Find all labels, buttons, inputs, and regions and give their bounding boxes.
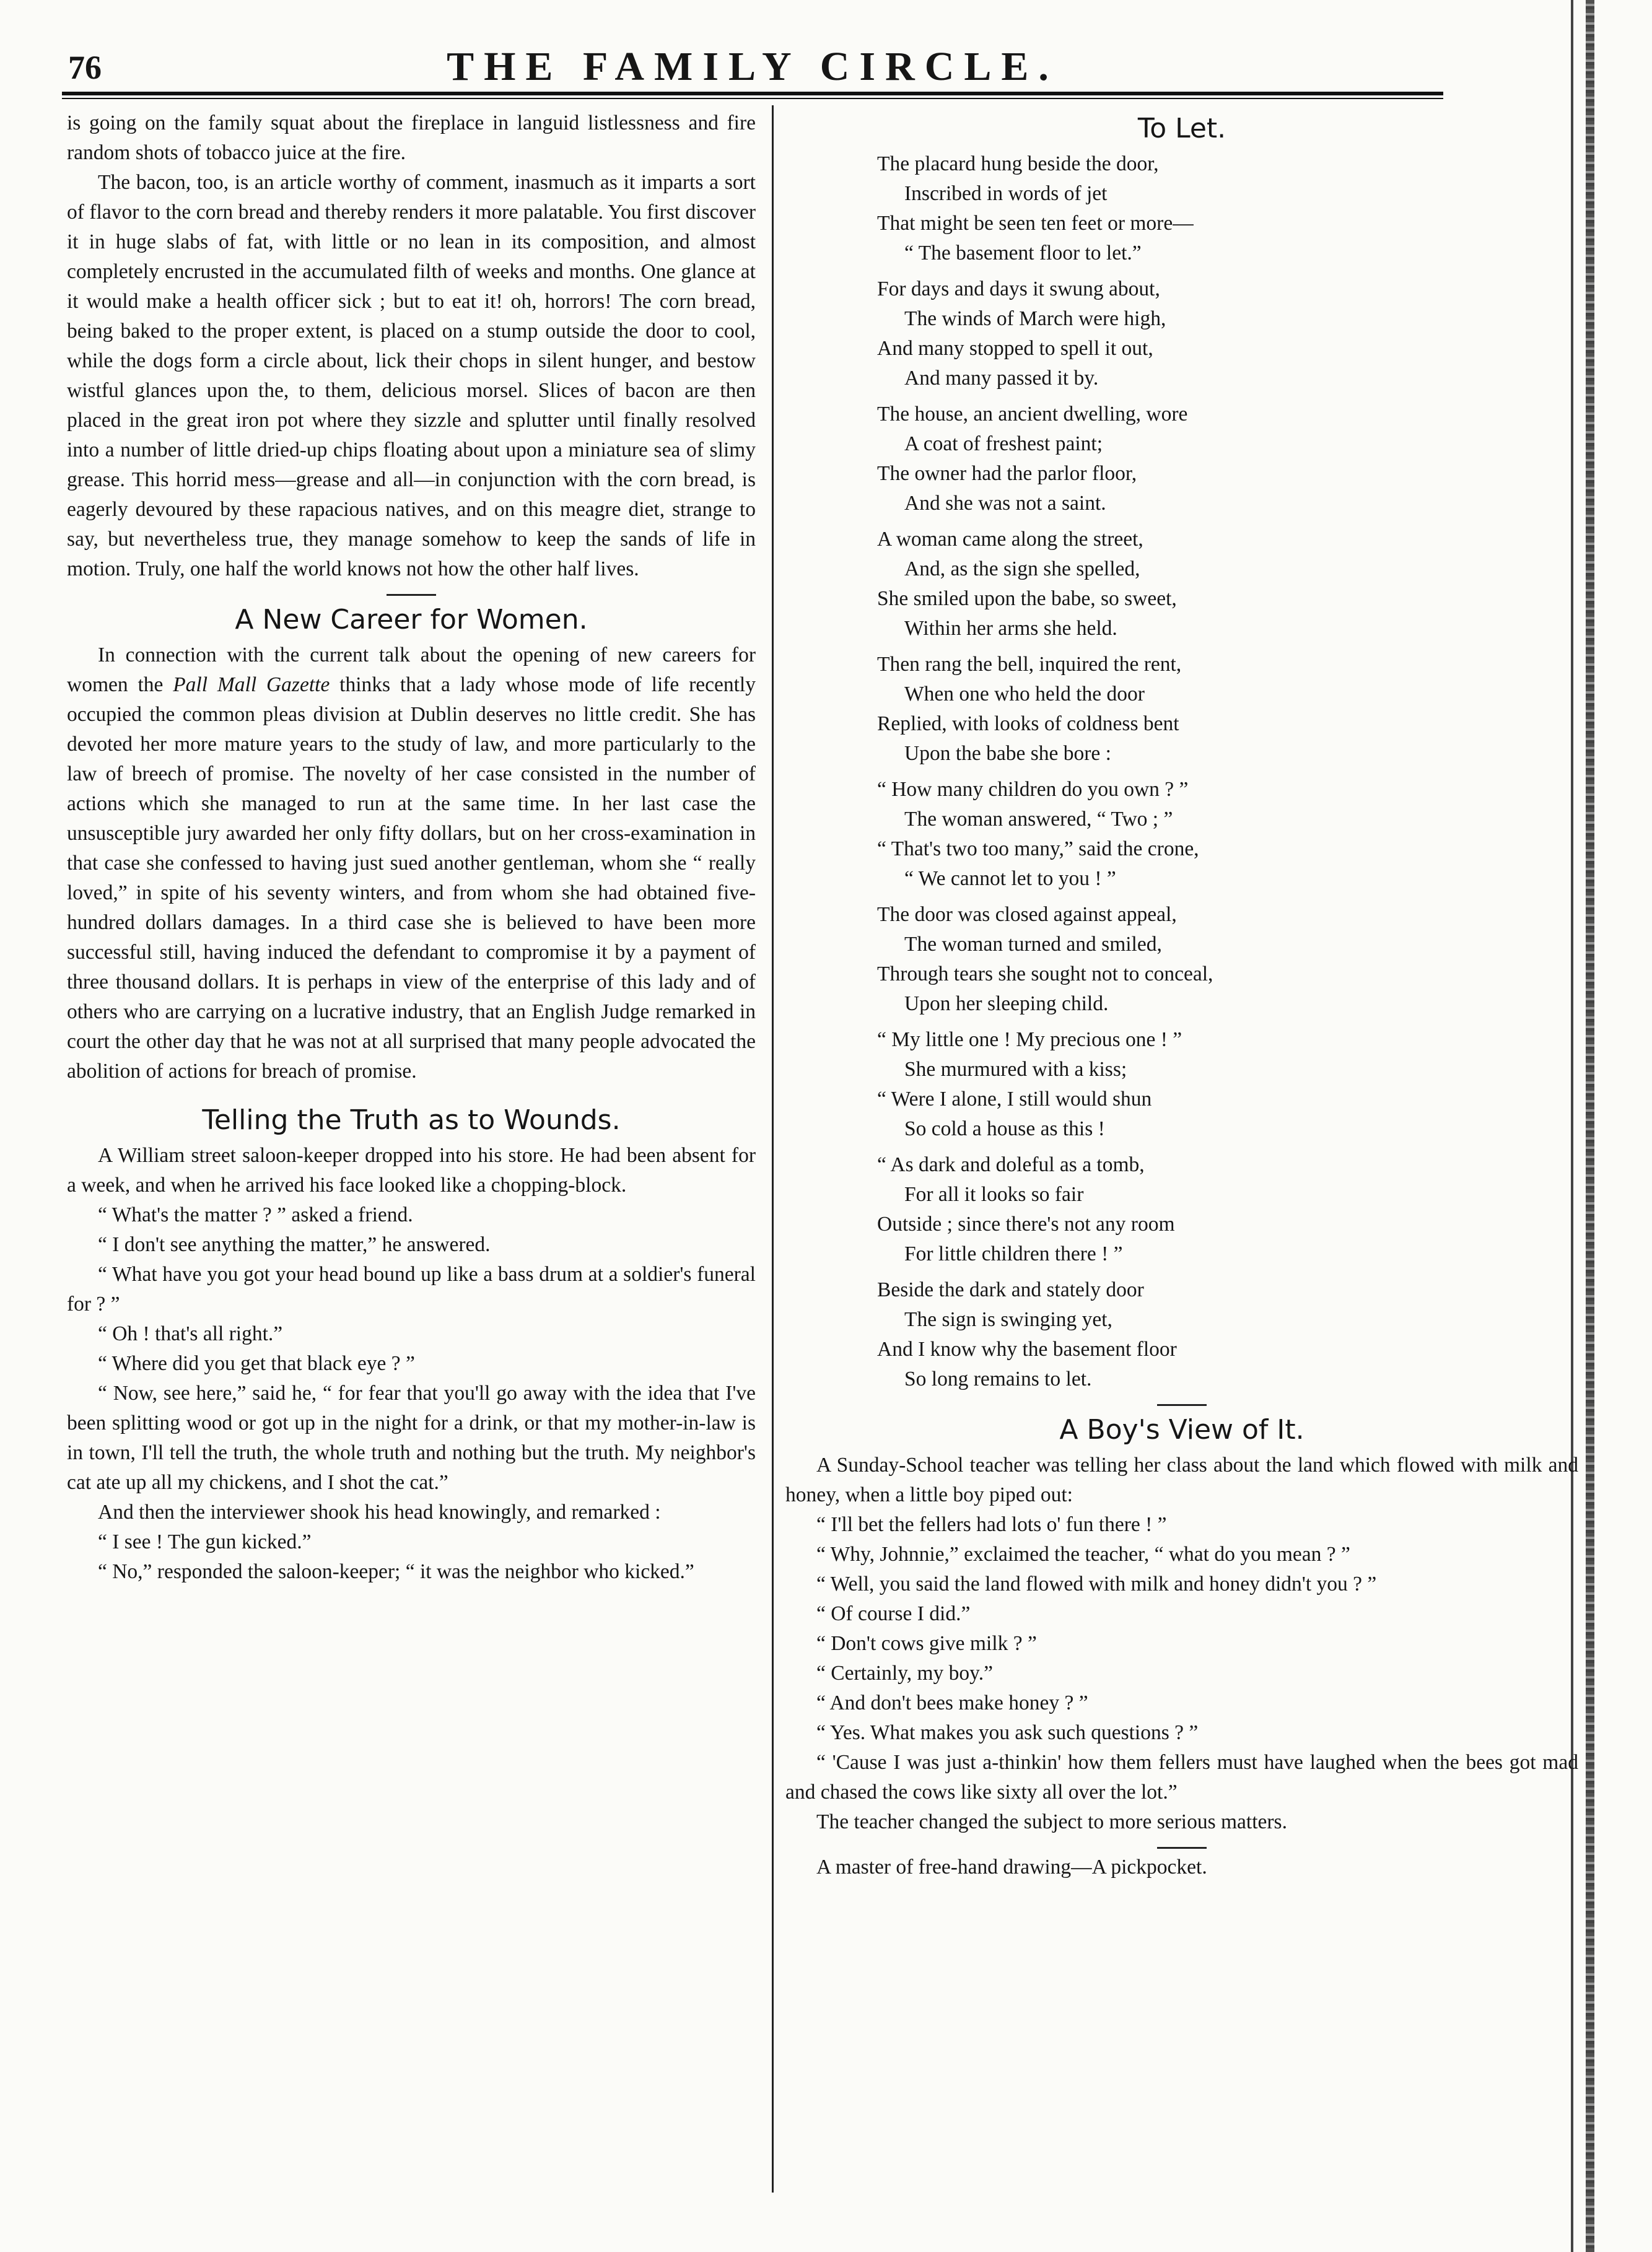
wounds-paragraph: A William street saloon-keeper dropped into his store. He had been absent for a week, and when he arrived his face looked like a chopping-block.: [67, 1144, 756, 1197]
poem-stanza: [877, 1025, 1578, 1144]
poem-line: For days and days it swung about,: [877, 277, 1160, 300]
poem-line: Then rang the bell, inquired the rent,: [877, 653, 1182, 676]
poem-line: The woman turned and smiled,: [904, 933, 1162, 956]
section-rule: [387, 594, 436, 596]
wounds-paragraph: “ What have you got your head bound up like a bass drum at a soldier's funeral for ? ”: [67, 1263, 756, 1316]
poem-stanza: [877, 1150, 1578, 1269]
poem-line: So cold a house as this !: [904, 1117, 1105, 1140]
poem-line: “ We cannot let to you ! ”: [904, 867, 1116, 890]
poem-stanza: [877, 149, 1578, 268]
poem-stanza: [877, 399, 1578, 518]
poem-line: The house, an ancient dwelling, wore: [877, 403, 1188, 426]
boy-paragraph: “ Of course I did.”: [816, 1602, 971, 1625]
wounds-paragraph: And then the interviewer shook his head knowingly, and remarked :: [98, 1501, 661, 1524]
poem-line: She murmured with a kiss;: [904, 1058, 1127, 1081]
poem-line: The winds of March were high,: [904, 307, 1166, 330]
poem-line: And, as the sign she spelled,: [904, 557, 1140, 580]
poem-line: The sign is swinging yet,: [904, 1308, 1112, 1331]
binding-edge: [1586, 0, 1594, 2252]
poem-line: The placard hung beside the door,: [877, 152, 1159, 175]
poem-line: And I know why the basement floor: [877, 1338, 1177, 1361]
intro-paragraph: is going on the family squat about the fireplace in languid listlessness and fire random shots of tobacco juice at the fire.: [67, 111, 756, 164]
page-title: THE FAMILY CIRCLE.: [447, 44, 1059, 89]
left-column: [67, 108, 756, 1587]
newspaper-name: Pall Mall Gazette: [173, 673, 330, 696]
poem-line: “ That's two too many,” said the crone,: [877, 837, 1199, 860]
poem-heading: To Let.: [1137, 113, 1226, 144]
page-number: 76: [68, 49, 102, 86]
poem-line: For all it looks so fair: [904, 1183, 1084, 1206]
poem-line: Through tears she sought not to conceal,: [877, 962, 1213, 985]
poem-line: So long remains to let.: [904, 1368, 1092, 1390]
poem-line: A woman came along the street,: [877, 528, 1143, 551]
poem-line: “ Were I alone, I still would shun: [877, 1088, 1152, 1111]
poem-line: Upon the babe she bore :: [904, 742, 1111, 765]
poem: [877, 149, 1578, 1394]
right-column: [785, 108, 1578, 1882]
poem-line: Replied, with looks of coldness bent: [877, 712, 1179, 735]
poem-line: Upon her sleeping child.: [904, 992, 1109, 1015]
poem-stanza: [877, 650, 1578, 769]
poem-stanza: [877, 1275, 1578, 1394]
wounds-paragraph: “ What's the matter ? ” asked a friend.: [98, 1203, 413, 1226]
poem-stanza: [877, 900, 1578, 1019]
poem-line: Beside the dark and stately door: [877, 1278, 1144, 1301]
wounds-paragraph: “ Where did you get that black eye ? ”: [98, 1352, 415, 1375]
closing-line: A master of free-hand drawing—A pickpocket.: [816, 1856, 1207, 1879]
boy-paragraph: “ Well, you said the land flowed with milk and honey didn't you ? ”: [816, 1573, 1377, 1595]
header-rule: [62, 92, 1443, 99]
poem-line: She smiled upon the babe, so sweet,: [877, 587, 1177, 610]
poem-line: That might be seen ten feet or more—: [877, 212, 1194, 235]
career-heading: A New Career for Women.: [235, 604, 588, 635]
column-divider: [772, 105, 774, 2193]
poem-line: A coat of freshest paint;: [904, 432, 1103, 455]
page-header: [62, 43, 1443, 93]
poem-line: “ As dark and doleful as a tomb,: [877, 1153, 1145, 1176]
poem-line: The owner had the parlor floor,: [877, 462, 1137, 485]
boy-paragraph: “ Yes. What makes you ask such questions ? ”: [816, 1721, 1199, 1744]
poem-line: “ How many children do you own ? ”: [877, 778, 1189, 801]
poem-line: And she was not a saint.: [904, 492, 1106, 515]
wounds-paragraph: “ No,” responded the saloon-keeper; “ it was the neighbor who kicked.”: [98, 1560, 694, 1583]
boy-paragraph: A Sunday-School teacher was telling her class about the land which flowed with milk and honey, when a little boy piped out:: [785, 1454, 1578, 1506]
boy-paragraph: “ 'Cause I was just a-thinkin' how them fellers must have laughed when the bees got mad and chased the cows like sixty all over the lot.”: [785, 1751, 1578, 1804]
boy-paragraph: The teacher changed the subject to more serious matters.: [816, 1810, 1287, 1833]
boy-paragraph: “ Why, Johnnie,” exclaimed the teacher, “ what do you mean ? ”: [816, 1543, 1350, 1566]
wounds-paragraph: “ I see ! The gun kicked.”: [98, 1530, 312, 1553]
poem-line: Within her arms she held.: [904, 617, 1117, 640]
wounds-heading: Telling the Truth as to Wounds.: [202, 1104, 621, 1136]
boy-heading: A Boy's View of It.: [1059, 1414, 1305, 1446]
career-body: In connection with the current talk about the opening of new careers for women the Pall Mall Gazette thinks that a lady whose mode of life recently occupied the common pleas division at Dublin deserves no little credit. She has devoted her more mature years to the study of law, and more particularly to the law of breech of promise. The novelty of her case consisted in the number of actions which she managed to run at the same time. In her last case the unsusceptible jury awarded her only fifty dollars, but on her cross-examination in that case she confessed to having just sued another gentleman, whom she “ really loved,” in spite of his seventy winters, and from whom she had obtained five-hundred dollars damages. In a third case she is believed to have been more successful still, having induced the defendant to compromise it by a payment of three thousand dollars. It is perhaps in view of the enterprise of this lady and of others who are carrying on a lucrative industry, that an English Judge remarked in court the other day that he was not at all surprised that many people advocated the abolition of actions for breach of promise.: [67, 644, 756, 1083]
poem-line: For little children there ! ”: [904, 1242, 1123, 1265]
section-rule: [1157, 1404, 1207, 1406]
wounds-paragraph: “ Oh ! that's all right.”: [98, 1322, 283, 1345]
wounds-paragraph: “ I don't see anything the matter,” he answered.: [98, 1233, 491, 1256]
poem-stanza: [877, 274, 1578, 393]
poem-line: Outside ; since there's not any room: [877, 1213, 1175, 1236]
poem-line: Inscribed in words of jet: [904, 182, 1108, 205]
intro-paragraph: The bacon, too, is an article worthy of comment, inasmuch as it imparts a sort of flavor to the corn bread and thereby renders it more palatable. You first discover it in huge slabs of fat, with little or no lean in its composition, and almost completely encrusted in the accumulated filth of weeks and months. One glance at it would make a health officer sick ; but to eat it! oh, horrors! The corn bread, being baked to the proper extent, is placed on a stump outside the door to cool, while the dogs form a circle about, lick their chops in silent hunger, and bestow wistful glances upon the, to them, delicious morsel. Slices of bacon are then placed in the great iron pot where they sizzle and splutter until finally resolved into a number of little dried-up chips floating about upon a miniature sea of slimy grease. This horrid mess—grease and all—in conjunction with the corn bread, is eagerly devoured by these rapacious natives, and on this meagre diet, strange to say, but nevertheless true, they manage somehow to keep the sands of life in motion. Truly, one half the world knows not how the other half lives.: [67, 171, 756, 580]
poem-line: The woman answered, “ Two ; ”: [904, 808, 1173, 831]
boy-paragraph: “ I'll bet the fellers had lots o' fun there ! ”: [816, 1513, 1167, 1536]
poem-line: When one who held the door: [904, 683, 1145, 705]
poem-line: The door was closed against appeal,: [877, 903, 1177, 926]
boy-paragraph: “ Certainly, my boy.”: [816, 1662, 993, 1685]
boy-paragraph: “ And don't bees make honey ? ”: [816, 1691, 1088, 1714]
section-rule: [1157, 1847, 1207, 1849]
wounds-paragraph: “ Now, see here,” said he, “ for fear that you'll go away with the idea that I've been splitting wood or got up in the night for a drink, or that my mother-in-law is in town, I'll tell the truth, the whole truth and nothing but the truth. My neighbor's cat ate up all my chickens, and I shot the cat.”: [67, 1382, 756, 1494]
poem-stanza: [877, 525, 1578, 644]
poem-line: “ My little one ! My precious one ! ”: [877, 1028, 1182, 1051]
poem-line: “ The basement floor to let.”: [904, 242, 1142, 264]
poem-line: And many passed it by.: [904, 367, 1099, 390]
poem-stanza: [877, 775, 1578, 894]
poem-line: And many stopped to spell it out,: [877, 337, 1153, 360]
boy-paragraph: “ Don't cows give milk ? ”: [816, 1632, 1037, 1655]
